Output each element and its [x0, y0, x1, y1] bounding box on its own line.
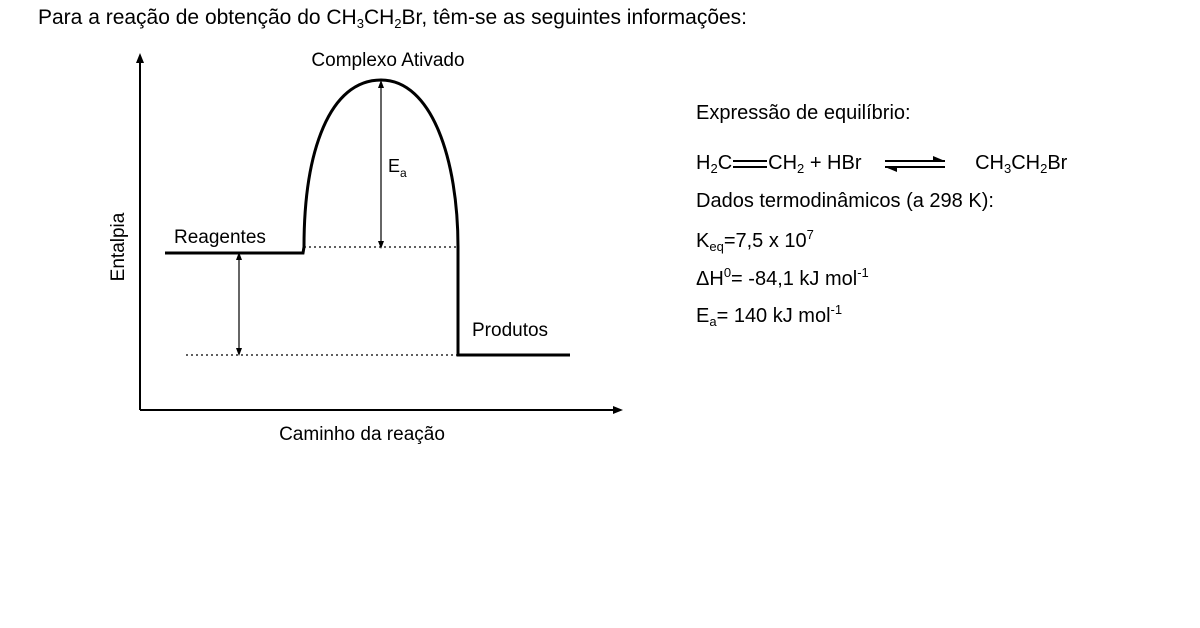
activation-energy-label: $E_a$	[388, 156, 407, 180]
products-label: Produtos	[472, 320, 549, 341]
reactants-label: Reagentes	[174, 227, 266, 248]
y-axis-label: Entalpia	[108, 212, 129, 282]
x-axis-label: Caminho da reação	[279, 424, 445, 445]
energy-curve	[165, 80, 570, 355]
thermo-title: Dados termodinâmicos (a 298 K):	[696, 190, 994, 212]
enthalpy-change-value: $\Delta H^0= -84,1$ kJ mol$^{-1}$	[696, 265, 869, 290]
equilibrium-equation: $H_2C$ $CH_2$ + HBr $CH_3CH_2Br$	[696, 152, 1068, 176]
equilibrium-title: Expressão de equilíbrio:	[696, 102, 911, 124]
activation-energy-value: $E_a= 140$ kJ mol$^{-1}$	[696, 302, 843, 329]
intro-text: Para a reação de obtenção do $CH_3CH_2Br$, têm-se as seguintes informações:	[38, 6, 748, 31]
equilibrium-arrow-icon	[883, 155, 947, 173]
keq-value: $K_{eq}=7,5$ x $10^7$	[696, 227, 814, 254]
double-bond-icon	[732, 157, 768, 171]
peak-label: Complexo Ativado	[311, 50, 465, 71]
enthalpy-diagram	[0, 0, 640, 460]
